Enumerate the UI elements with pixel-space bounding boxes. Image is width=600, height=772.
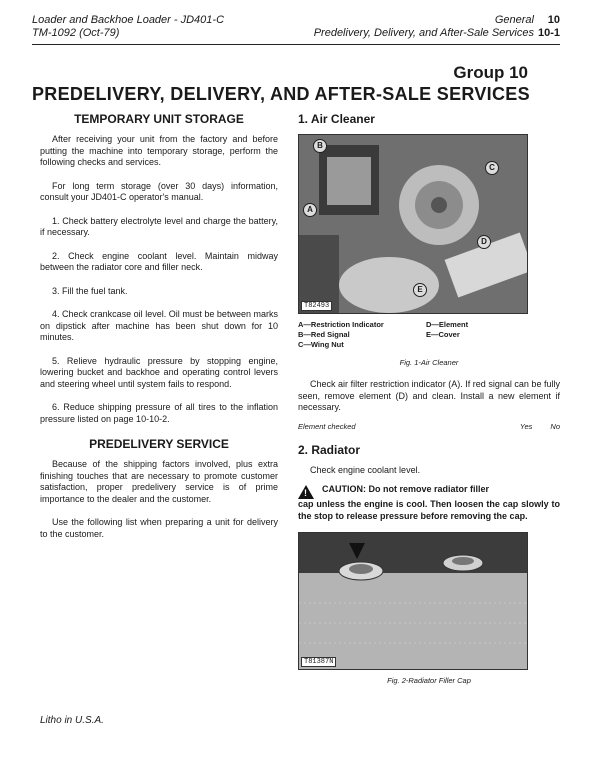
storage-step-2: 2. Check engine coolant level. Maintain midway between the radiator core and filler neck. <box>40 250 278 272</box>
predelivery-intro: Because of the shipping factors involved, plus extra finishing touches that are necessary to promote customer satisfaction, proper predelivery service is of prime importance to the dealer and the customer. <box>40 459 278 504</box>
warning-icon <box>298 485 314 499</box>
callout-c: C <box>485 161 499 175</box>
storage-intro: After receiving your unit from the factory and before putting the machine into temporary storage, perform the following checks and services. <box>40 134 278 167</box>
callout-e: E <box>413 283 427 297</box>
page-number: 10-1 <box>537 27 560 39</box>
manual-number: TM-1092 (Oct-79) <box>32 27 120 39</box>
callout-d: D <box>477 235 491 249</box>
radiator-text: Check engine coolant level. <box>310 464 421 475</box>
storage-step-4: 4. Check crankcase oil level. Oil must be between marks on dipstick after machine has been shut down for 10 minutes. <box>40 309 278 342</box>
air-cleaner-photo <box>298 134 528 314</box>
header-right <box>314 14 560 40</box>
storage-step-1: 1. Check battery electrolyte level and charge the battery, if necessary. <box>40 215 278 237</box>
legend-item-e: E—Cover <box>426 330 460 339</box>
check-no: No <box>550 421 560 431</box>
radiator-photo <box>298 532 528 670</box>
predelivery-list-note: Use the following list when preparing a unit for delivery to the customer. <box>40 517 278 539</box>
element-check-row <box>298 422 560 431</box>
storage-long-term: For long term storage (over 30 days) information, consult your JD401-C operator's manual. <box>40 180 278 202</box>
photo-code: T82493 <box>301 301 332 311</box>
group-label: Group 10 <box>453 63 528 82</box>
footer-litho: Litho in U.S.A. <box>40 715 104 726</box>
legend-item-d: D—Element <box>426 320 469 329</box>
storage-step-6: 6. Reduce shipping pressure of all tires to the inflation pressure listed on page 10-10-2. <box>40 402 278 424</box>
storage-step-5: 5. Relieve hydraulic pressure by stopping engine, lowering bucket and backhoe and operating control levers and steering wheel until system fails to respond. <box>40 355 278 389</box>
header-divider <box>32 44 560 45</box>
callout-b: B <box>313 139 327 153</box>
caution-line-2: cap unless the engine is cool. Then loosen the cap slowly to the stop to release pressure before removing the cap. <box>298 499 560 521</box>
temporary-storage-heading: TEMPORARY UNIT STORAGE <box>74 112 244 126</box>
legend-item-a: A—Restriction Indicator <box>298 320 384 329</box>
fig1-caption: Fig. 1-Air Cleaner <box>399 358 459 367</box>
callout-a: A <box>303 203 317 217</box>
legend-item-c: C—Wing Nut <box>298 340 344 349</box>
caution-notice <box>298 484 560 499</box>
manual-title: Loader and Backhoe Loader - JD401-C <box>32 14 225 26</box>
right-column <box>298 112 560 697</box>
air-cleaner-legend <box>298 320 560 350</box>
storage-step-3: 3. Fill the fuel tank. <box>52 285 128 296</box>
section-name: General <box>494 14 534 26</box>
radiator-illustration <box>299 533 528 670</box>
legend-item-b: B—Red Signal <box>298 330 350 339</box>
air-cleaner-text: Check air filter restriction indicator (A). If red signal can be fully seen, remove element (D) and clean. Install a new element if necessary. <box>298 379 560 412</box>
radiator-heading: 2. Radiator <box>298 442 361 457</box>
check-yes: Yes <box>519 421 533 431</box>
section-number: 10 <box>547 14 560 26</box>
group-name: Predelivery, Delivery, and After-Sale Services <box>313 27 534 39</box>
page-title: PREDELIVERY, DELIVERY, AND AFTER-SALE SERVICES <box>32 84 530 104</box>
air-cleaner-heading: 1. Air Cleaner <box>298 112 375 126</box>
caution-line-1: CAUTION: Do not remove radiator filler <box>322 484 490 494</box>
radiator-photo-code: T81387N <box>301 657 336 667</box>
fig2-caption: Fig. 2-Radiator Filler Cap <box>387 676 471 685</box>
predelivery-heading: PREDELIVERY SERVICE <box>89 437 229 451</box>
header-left <box>32 14 224 40</box>
check-label: Element checked <box>298 421 356 431</box>
left-column <box>40 112 278 552</box>
